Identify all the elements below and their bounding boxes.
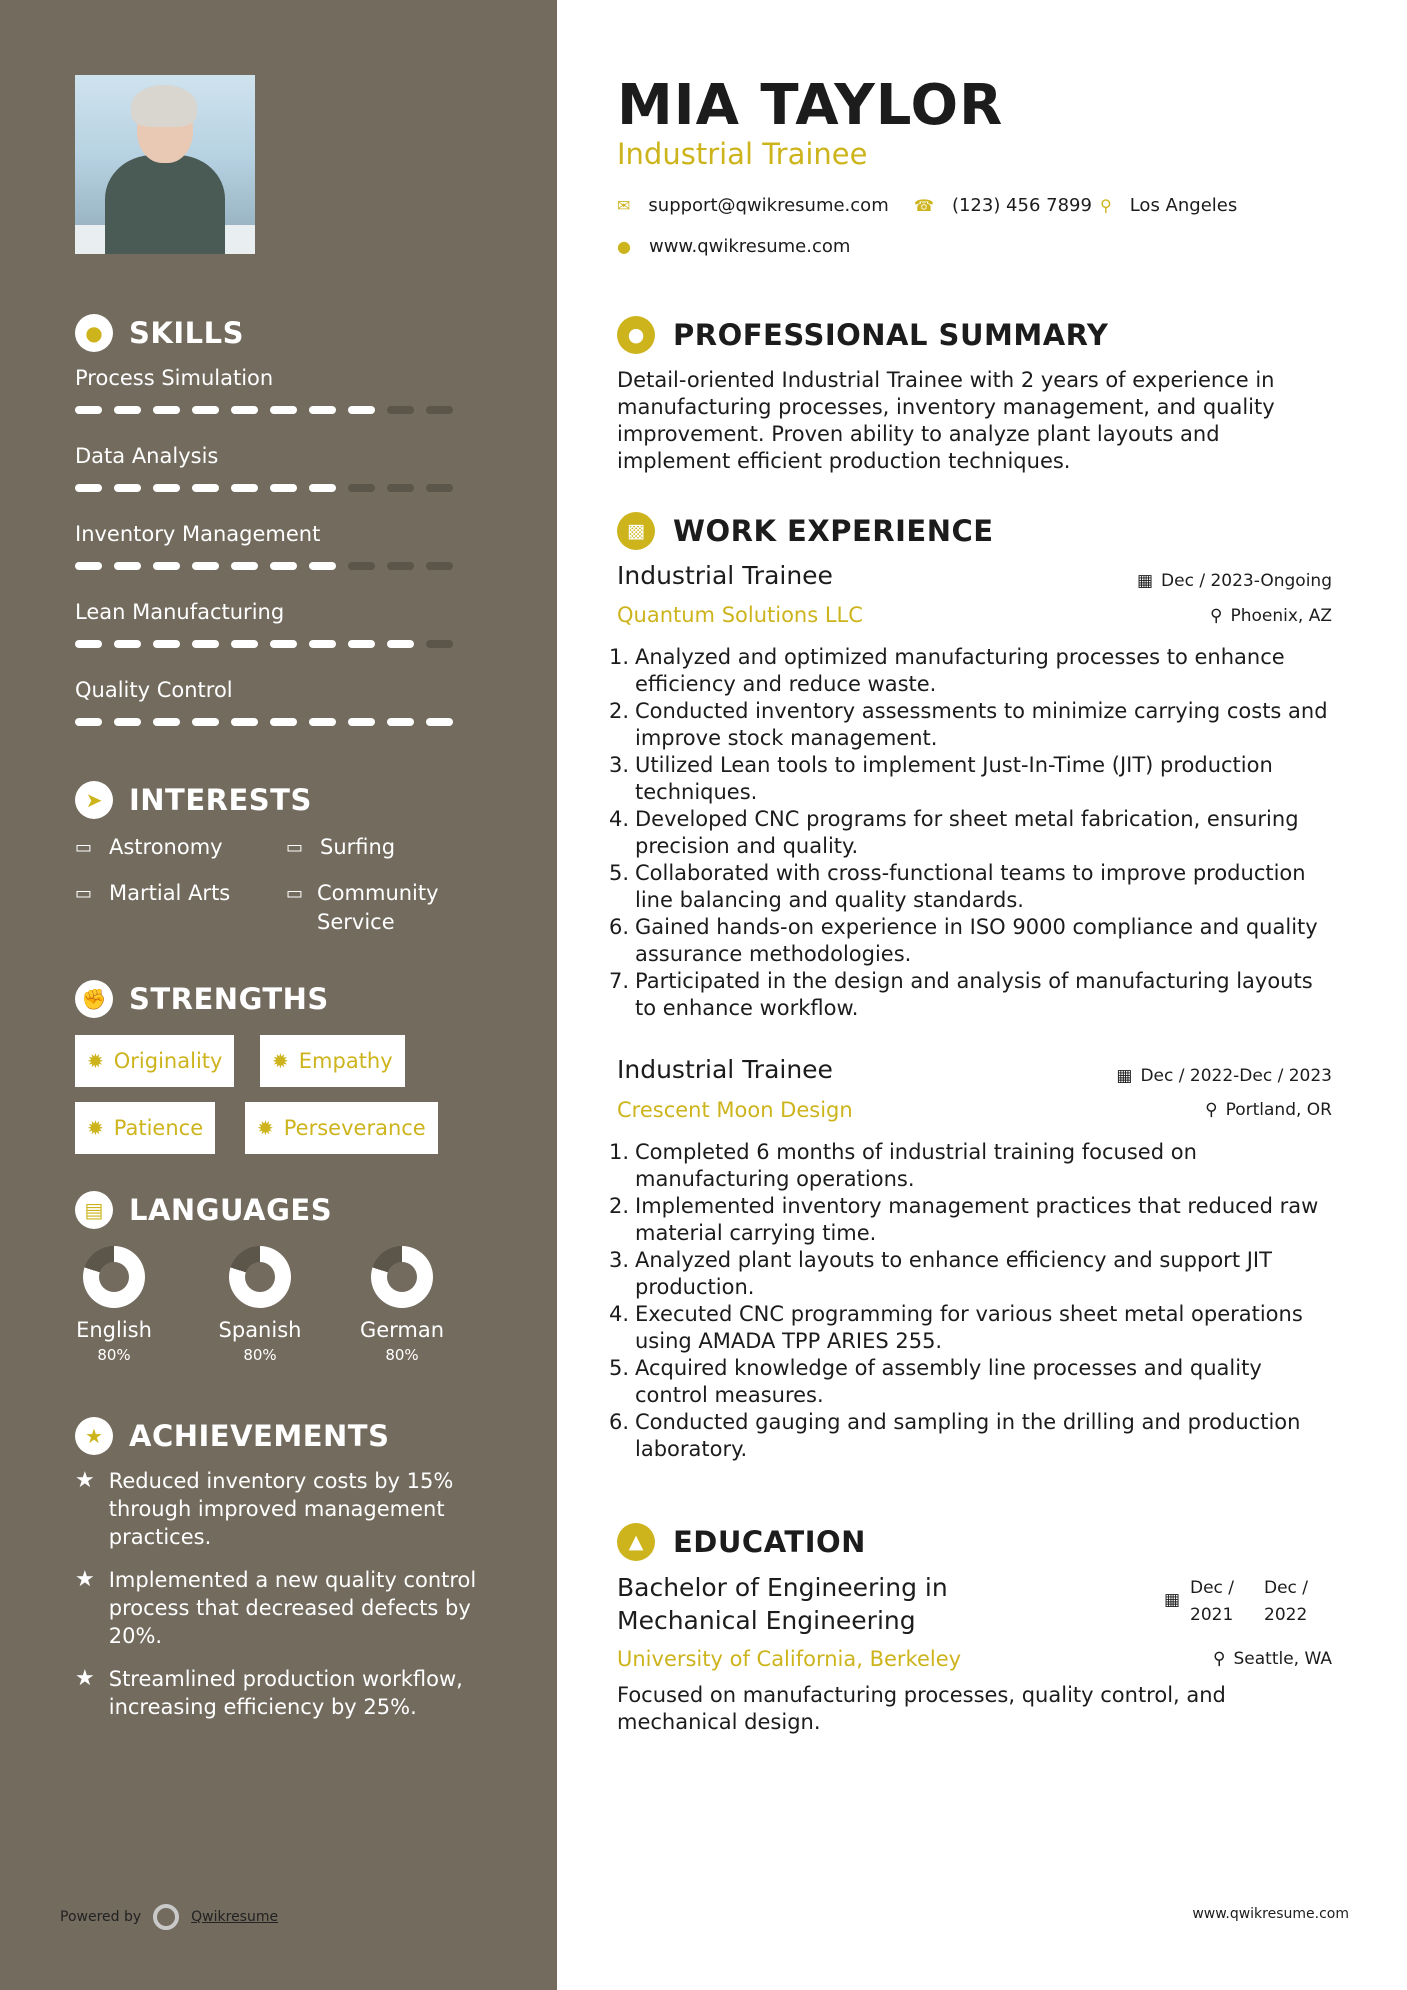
lightbulb-icon: ● — [75, 314, 113, 352]
skill-level-segment — [192, 406, 219, 414]
globe-icon: ● — [617, 237, 631, 256]
qwikresume-logo-icon — [153, 1904, 179, 1930]
achievement-item: ★ Streamlined production workflow, increasing efficiency by 25%. — [75, 1666, 463, 1719]
job-duties-list — [609, 1139, 1334, 1463]
skill-level-segment — [387, 484, 414, 492]
skill-level-segment — [270, 640, 297, 648]
interest-item: ▭ Surfing — [286, 833, 395, 862]
duty-item: 3. Utilized Lean tools to implement Just-In-Time (JIT) production techniques. — [609, 753, 1273, 804]
strength-tag: ✹ Empathy — [260, 1035, 405, 1087]
candidate-name: MIA TAYLOR — [617, 73, 1004, 138]
skill-level-segment — [426, 640, 453, 648]
skill-level-segment — [309, 718, 336, 726]
achievement-item: ★ Implemented a new quality control process that decreased defects by 20%. — [75, 1567, 477, 1648]
language-item: English 80% — [49, 1246, 179, 1364]
stars-icon: ★ — [75, 1666, 95, 1691]
skill-level-segment — [348, 562, 375, 570]
skill-level-segment — [192, 718, 219, 726]
skill-level-segment — [75, 640, 102, 648]
skill-level-segment — [309, 406, 336, 414]
pin-icon: ⚲ — [1213, 1649, 1226, 1669]
duty-item: 5. Collaborated with cross-functional teams to improve production line balancing and quality standards. — [609, 861, 1306, 912]
skill-level-segment — [231, 562, 258, 570]
skill-level-segment — [114, 484, 141, 492]
duty-item: 6. Conducted gauging and sampling in the drilling and production laboratory. — [609, 1410, 1301, 1461]
skill-level-segment — [192, 640, 219, 648]
job-duties-list — [609, 644, 1334, 1022]
skill-level-segment — [387, 640, 414, 648]
edu-location: ⚲ Seattle, WA — [1213, 1649, 1332, 1669]
strengths-heading: ✊ STRENGTHS — [75, 980, 329, 1018]
skill-level-segment — [348, 406, 375, 414]
job-date: ▦ Dec / 2022-Dec / 2023 — [1116, 1066, 1332, 1086]
skill-level-segment — [270, 484, 297, 492]
contact-phone[interactable]: ☎ (123) 456 7899 — [914, 195, 1092, 216]
job-company: Crescent Moon Design — [617, 1098, 853, 1122]
skill-level-bar — [75, 484, 453, 492]
skill-level-segment — [387, 562, 414, 570]
skill-level-segment — [114, 640, 141, 648]
education-heading: ▲ EDUCATION — [617, 1523, 866, 1561]
skill-level-segment — [309, 640, 336, 648]
book-icon: ▭ — [286, 883, 304, 904]
skill-item: Quality Control — [75, 678, 455, 702]
skill-level-segment — [348, 718, 375, 726]
stars-icon: ★ — [75, 1567, 95, 1592]
skill-level-segment — [387, 406, 414, 414]
strength-tag: ✹ Patience — [75, 1102, 215, 1154]
book-icon: ▭ — [75, 883, 93, 904]
skill-level-segment — [153, 484, 180, 492]
degree-title: Bachelor of Engineering in Mechanical Engineering — [617, 1573, 948, 1635]
interest-item: ▭ Astronomy — [75, 833, 223, 862]
badge-icon: ✹ — [257, 1116, 274, 1140]
experience-heading: ▩ WORK EXPERIENCE — [617, 512, 994, 550]
skill-level-segment — [309, 562, 336, 570]
skill-level-segment — [348, 484, 375, 492]
duty-item: 2. Conducted inventory assessments to minimize carrying costs and improve stock management. — [609, 699, 1328, 750]
skill-level-segment — [114, 718, 141, 726]
skill-level-segment — [75, 718, 102, 726]
summary-heading: ● PROFESSIONAL SUMMARY — [617, 316, 1108, 354]
pin-icon: ⚲ — [1205, 1100, 1218, 1120]
skill-level-bar — [75, 640, 453, 648]
edu-end-date: Dec / 2022 — [1264, 1578, 1309, 1625]
skill-level-segment — [153, 718, 180, 726]
school-name: University of California, Berkeley — [617, 1647, 962, 1671]
skill-item: Data Analysis — [75, 444, 455, 468]
qwikresume-link[interactable]: Qwikresume — [191, 1909, 279, 1925]
calendar-icon: ▦ — [1116, 1066, 1133, 1086]
skills-heading: ● SKILLS — [75, 314, 244, 352]
skill-item: Inventory Management — [75, 522, 455, 546]
interest-item: ▭ Martial Arts — [75, 879, 230, 908]
skill-level-segment — [309, 484, 336, 492]
job-title: Industrial Trainee — [617, 1055, 833, 1084]
job-date: ▦ Dec / 2023-Ongoing — [1136, 571, 1332, 591]
skill-level-segment — [426, 484, 453, 492]
language-proficiency-ring — [229, 1246, 291, 1308]
skill-level-segment — [75, 406, 102, 414]
skill-level-segment — [114, 562, 141, 570]
skill-level-segment — [153, 562, 180, 570]
interests-heading: ➤ INTERESTS — [75, 781, 312, 819]
duty-item: 7. Participated in the design and analysis of manufacturing layouts to enhance workflow. — [609, 969, 1313, 1020]
badge-icon: ✹ — [272, 1049, 289, 1073]
footer-url[interactable]: www.qwikresume.com — [1192, 1906, 1349, 1922]
skill-level-segment — [387, 718, 414, 726]
stars-icon: ★ — [75, 1468, 95, 1493]
duty-item: 6. Gained hands-on experience in ISO 9000 compliance and quality assurance methodologies. — [609, 915, 1318, 966]
phone-icon: ☎ — [914, 196, 934, 215]
skill-level-segment — [75, 562, 102, 570]
badge-icon: ✹ — [87, 1116, 104, 1140]
skill-item: Lean Manufacturing — [75, 600, 455, 624]
duty-item: 4. Developed CNC programs for sheet metal fabrication, ensuring precision and quality. — [609, 807, 1299, 858]
duty-item: 2. Implemented inventory management practices that reduced raw material carrying time. — [609, 1194, 1319, 1245]
achievement-item: ★ Reduced inventory costs by 15% through improved management practices. — [75, 1468, 454, 1549]
powered-by: Powered by Qwikresume — [60, 1904, 278, 1930]
user-icon: ● — [617, 316, 655, 354]
interest-item: ▭ Community Service — [286, 881, 439, 934]
duty-item: 1. Completed 6 months of industrial training focused on manufacturing operations. — [609, 1140, 1197, 1191]
skill-level-segment — [348, 640, 375, 648]
map-pin-icon: ⚲ — [1100, 196, 1112, 215]
language-card-icon: ▤ — [75, 1191, 113, 1229]
book-icon: ▭ — [75, 837, 93, 858]
fist-icon: ✊ — [75, 980, 113, 1018]
book-icon: ▭ — [286, 837, 304, 858]
skill-level-segment — [426, 406, 453, 414]
paper-plane-icon: ➤ — [75, 781, 113, 819]
pin-icon: ⚲ — [1210, 606, 1223, 626]
language-item: Spanish 80% — [195, 1246, 325, 1364]
sidebar — [0, 0, 557, 1990]
envelope-icon: ✉ — [617, 196, 631, 215]
skill-level-segment — [114, 406, 141, 414]
star-badge-icon: ★ — [75, 1417, 113, 1455]
skill-level-segment — [192, 484, 219, 492]
skill-level-segment — [231, 484, 258, 492]
duty-item: 5. Acquired knowledge of assembly line processes and quality control measures. — [609, 1356, 1262, 1407]
edu-start-date: ▦ Dec / 2021 — [1164, 1578, 1235, 1625]
duty-item: 4. Executed CNC programming for various sheet metal operations using AMADA TPP ARIES 255. — [609, 1302, 1303, 1353]
skill-level-segment — [75, 484, 102, 492]
skill-level-segment — [231, 406, 258, 414]
calendar-icon: ▦ — [1164, 1590, 1181, 1610]
duty-item: 3. Analyzed plant layouts to enhance efficiency and support JIT production. — [609, 1248, 1272, 1299]
badge-icon: ✹ — [87, 1049, 104, 1073]
languages-heading: ▤ LANGUAGES — [75, 1191, 332, 1229]
achievements-heading: ★ ACHIEVEMENTS — [75, 1417, 389, 1455]
job-title: Industrial Trainee — [617, 561, 833, 590]
skill-level-segment — [192, 562, 219, 570]
summary-text: Detail-oriented Industrial Trainee with 2 years of experience in manufacturing processes, inventory management, and quality improvement. Proven ability to analyze plant layouts and implement efficient production techniques. — [617, 368, 1275, 473]
job-location: ⚲ Phoenix, AZ — [1210, 606, 1332, 626]
contact-email[interactable]: ✉ support@qwikresume.com — [617, 195, 889, 216]
skill-level-segment — [153, 406, 180, 414]
skill-level-bar — [75, 562, 453, 570]
skill-level-segment — [231, 718, 258, 726]
skill-item: Process Simulation — [75, 366, 455, 390]
skill-level-segment — [426, 718, 453, 726]
strength-tag: ✹ Perseverance — [245, 1102, 438, 1154]
job-company: Quantum Solutions LLC — [617, 603, 863, 627]
candidate-title: Industrial Trainee — [617, 137, 868, 171]
skill-level-segment — [426, 562, 453, 570]
skill-level-segment — [231, 640, 258, 648]
contact-website[interactable]: ● www.qwikresume.com — [617, 236, 851, 257]
skill-level-segment — [270, 562, 297, 570]
skill-level-segment — [270, 406, 297, 414]
skill-level-segment — [153, 640, 180, 648]
skill-level-bar — [75, 406, 453, 414]
profile-photo — [75, 75, 255, 254]
language-proficiency-ring — [83, 1246, 145, 1308]
contact-location: ⚲ Los Angeles — [1100, 195, 1238, 216]
skill-level-bar — [75, 718, 453, 726]
calendar-icon: ▦ — [1136, 571, 1154, 591]
language-proficiency-ring — [371, 1246, 433, 1308]
graduate-icon: ▲ — [617, 1523, 655, 1561]
skill-level-segment — [270, 718, 297, 726]
briefcase-icon: ▩ — [617, 512, 655, 550]
education-text: Focused on manufacturing processes, quality control, and mechanical design. — [617, 1683, 1226, 1734]
language-item: German 80% — [337, 1246, 467, 1364]
job-location: ⚲ Portland, OR — [1205, 1100, 1332, 1120]
strength-tag: ✹ Originality — [75, 1035, 234, 1087]
duty-item: 1. Analyzed and optimized manufacturing processes to enhance efficiency and reduce waste. — [609, 645, 1285, 696]
